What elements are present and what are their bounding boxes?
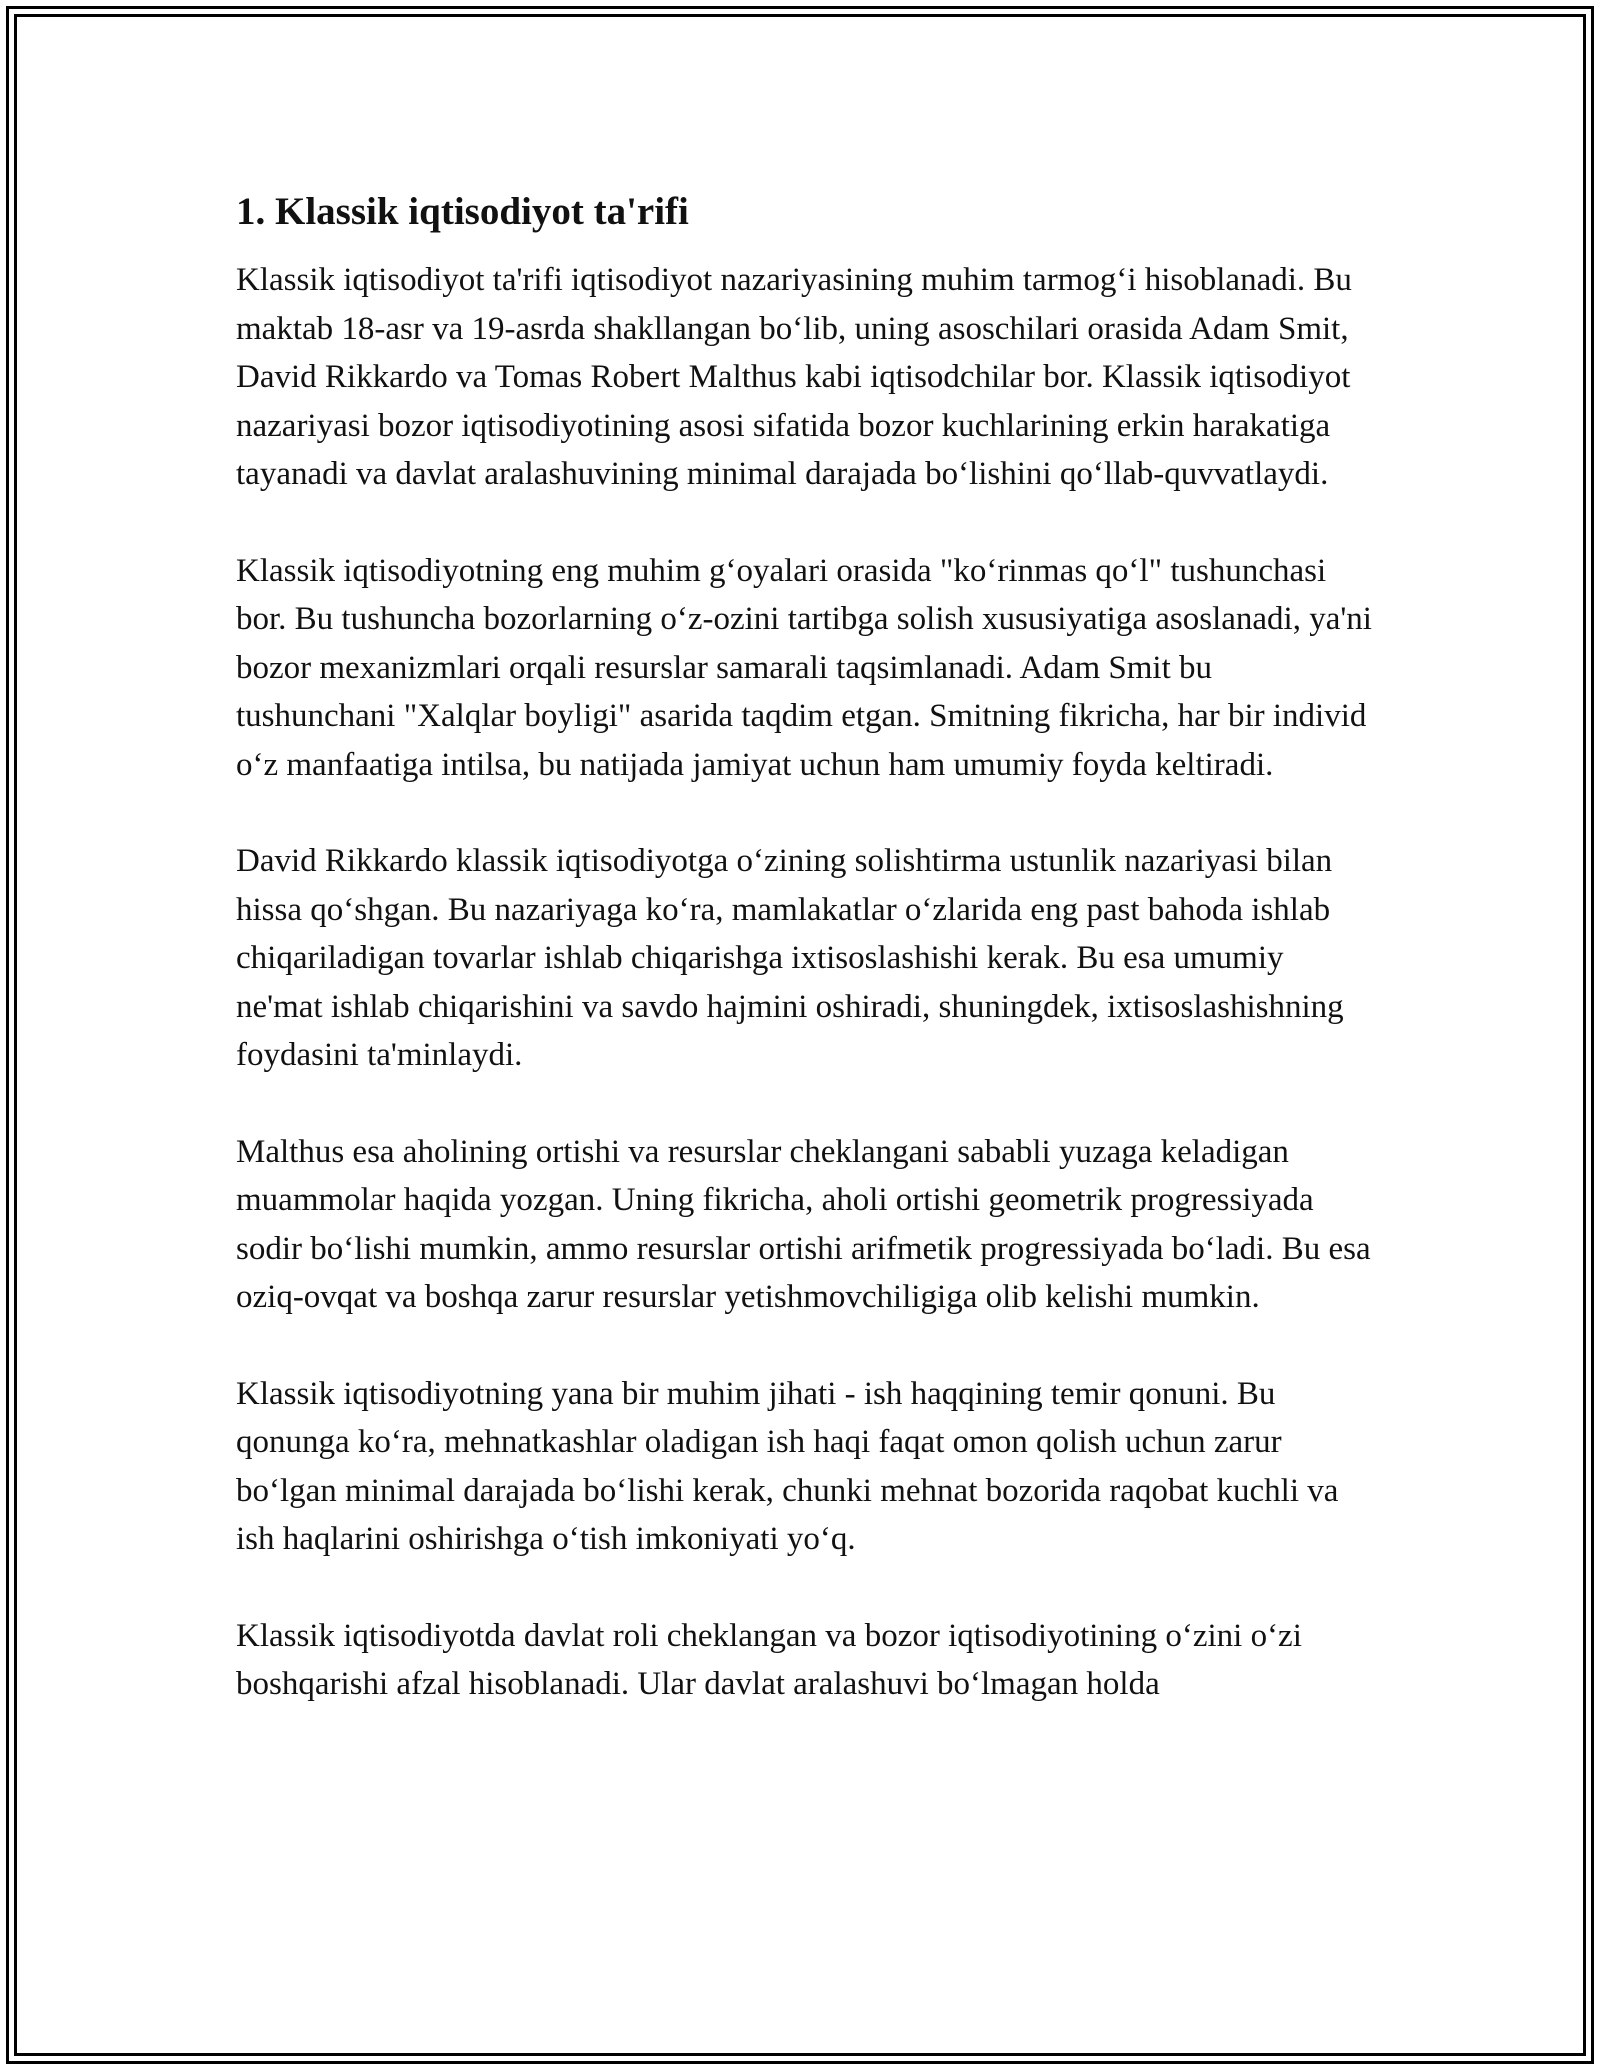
paragraph-1: Klassik iqtisodiyot ta'rifi iqtisodiyot nazariyasining muhim tarmog‘i hisoblanadi. Bu maktab 18-asr va 19-asrda shakllangan bo‘lib, uning asoschilari orasida Adam Smit, David Rikkardo va Tomas Robert Malthus kabi iqtisodchilar bor. Klassik iqtisodiyot nazariyasi bozor iqtisodiyotining asosi sifatida bozor kuchlarining erkin harakatiga tayanadi va davlat aralashuvining minimal darajada bo‘lishini qo‘llab-quvvatlaydi. — [236, 262, 1352, 492]
section-heading: 1. Klassik iqtisodiyot ta'rifi — [236, 190, 689, 233]
document-body — [236, 186, 1376, 1757]
paragraph-4: Malthus esa aholining ortishi va resurslar cheklangani sababli yuzaga keladigan muammolar haqida yozgan. Uning fikricha, aholi ortishi geometrik progressiyada sodir bo‘lishi mumkin, ammo resurslar ortishi arifmetik progressiyada bo‘ladi. Bu esa oziq-ovqat va boshqa zarur resurslar yetishmovchiligiga olib kelishi mumkin. — [236, 1133, 1371, 1315]
paragraph-5: Klassik iqtisodiyotning yana bir muhim jihati - ish haqqining temir qonuni. Bu qonunga ko‘ra, mehnatkashlar oladigan ish haqi faqat omon qolish uchun zarur bo‘lgan minimal darajada bo‘lishi kerak, chunki mehnat bozorida raqobat kuchli va ish haqlarini oshirishga o‘tish imkoniyati yo‘q. — [236, 1375, 1339, 1557]
paragraph-2: Klassik iqtisodiyotning eng muhim g‘oyalari orasida "ko‘rinmas qo‘l" tushunchasi bor. Bu tushuncha bozorlarning o‘z-ozini tartibga solish xususiyatiga asoslanadi, ya'ni bozor mexanizmlari orqali resurslar samarali taqsimlanadi. Adam Smit bu tushunchani "Xalqlar boyligi" asarida taqdim etgan. Smitning fikricha, har bir individ o‘z manfaatiga intilsa, bu natijada jamiyat uchun ham umumiy foyda keltiradi. — [236, 552, 1372, 783]
paragraph-6: Klassik iqtisodiyotda davlat roli cheklangan va bozor iqtisodiyotining o‘zini o‘zi boshqarishi afzal hisoblanadi. Ular davlat aralashuvi bo‘lmagan holda — [236, 1617, 1302, 1702]
paragraph-3: David Rikkardo klassik iqtisodiyotga o‘zining solishtirma ustunlik nazariyasi bilan hissa qo‘shgan. Bu nazariyaga ko‘ra, mamlakatlar o‘zlarida eng past bahoda ishlab chiqariladigan tovarlar ishlab chiqarishga ixtisoslashishi kerak. Bu esa umumiy ne'mat ishlab chiqarishini va savdo hajmini oshiradi, shuningdek, ixtisoslashishning foydasini ta'minlaydi. — [236, 843, 1344, 1073]
